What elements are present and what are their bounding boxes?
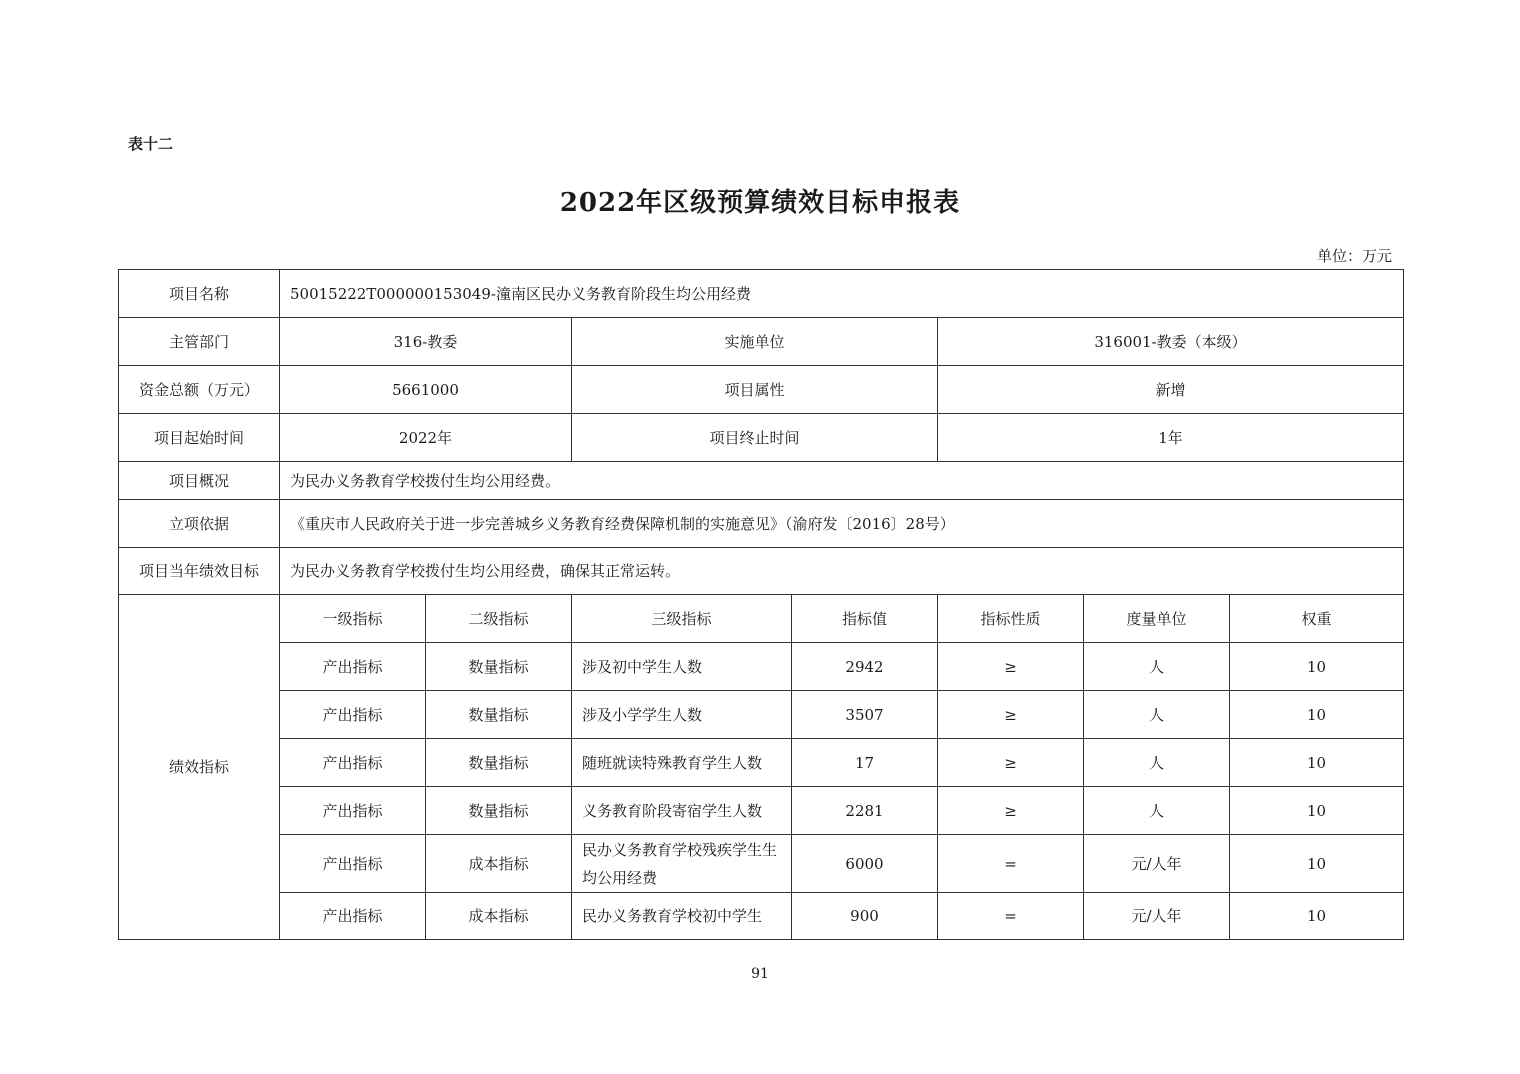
basis-label: 立项依据 [119,500,280,548]
value-cell: 2942 [792,643,938,691]
end-label: 项目终止时间 [572,414,938,462]
level2-cell: 成本指标 [426,835,572,893]
page-number: 91 [751,966,769,982]
table-number: 表十二 [128,135,174,153]
level2-cell: 数量指标 [426,739,572,787]
overview-label: 项目概况 [119,462,280,500]
level1-cell: 产出指标 [280,739,426,787]
header-level2: 二级指标 [426,595,572,643]
level2-cell: 数量指标 [426,787,572,835]
unit-label: 单位：万元 [1316,247,1392,265]
funds-label: 资金总额（万元） [119,366,280,414]
row-basis [119,500,1404,548]
unit-cell: 人 [1084,691,1230,739]
unit-cell: 元/人年 [1084,835,1230,893]
header-value: 指标值 [792,595,938,643]
weight-cell: 10 [1230,739,1404,787]
indicator-row [119,739,1404,787]
value-cell: 17 [792,739,938,787]
level1-cell: 产出指标 [280,835,426,893]
nature-cell: ≥ [938,691,1084,739]
goal-value: 为民办义务教育学校拨付生均公用经费，确保其正常运转。 [280,548,1404,595]
weight-cell: 10 [1230,643,1404,691]
impl-value: 316001-教委（本级） [938,318,1404,366]
indicator-row [119,691,1404,739]
level1-cell: 产出指标 [280,893,426,940]
level3-cell: 义务教育阶段寄宿学生人数 [572,787,792,835]
start-value: 2022年 [280,414,572,462]
value-cell: 2281 [792,787,938,835]
end-value: 1年 [938,414,1404,462]
weight-cell: 10 [1230,835,1404,893]
level2-cell: 数量指标 [426,643,572,691]
level1-cell: 产出指标 [280,643,426,691]
basis-value: 《重庆市人民政府关于进一步完善城乡义务教育经费保障机制的实施意见》（渝府发〔2016〕28号） [280,500,1404,548]
unit-cell: 人 [1084,643,1230,691]
indicator-row [119,787,1404,835]
impl-label: 实施单位 [572,318,938,366]
level3-cell: 民办义务教育学校初中学生 [572,893,792,940]
nature-cell: ≥ [938,739,1084,787]
nature-cell: ≥ [938,643,1084,691]
overview-value: 为民办义务教育学校拨付生均公用经费。 [280,462,1404,500]
weight-cell: 10 [1230,893,1404,940]
row-funds [119,366,1404,414]
row-goal [119,548,1404,595]
row-project-name [119,270,1404,318]
level3-cell: 随班就读特殊教育学生人数 [572,739,792,787]
row-overview [119,462,1404,500]
unit-cell: 人 [1084,739,1230,787]
value-cell: 900 [792,893,938,940]
header-unit: 度量单位 [1084,595,1230,643]
level1-cell: 产出指标 [280,691,426,739]
project-name-value: 50015222T000000153049-潼南区民办义务教育阶段生均公用经费 [280,270,1404,318]
header-level3: 三级指标 [572,595,792,643]
nature-cell: ≥ [938,787,1084,835]
weight-cell: 10 [1230,691,1404,739]
indicators-section-label: 绩效指标 [119,595,280,940]
level3-cell: 民办义务教育学校残疾学生生均公用经费 [572,835,792,893]
value-cell: 3507 [792,691,938,739]
start-label: 项目起始时间 [119,414,280,462]
indicator-header-row [119,595,1404,643]
dept-label: 主管部门 [119,318,280,366]
project-name-label: 项目名称 [119,270,280,318]
indicator-row [119,643,1404,691]
weight-cell: 10 [1230,787,1404,835]
level1-cell: 产出指标 [280,787,426,835]
unit-cell: 元/人年 [1084,893,1230,940]
dept-value: 316-教委 [280,318,572,366]
header-level1: 一级指标 [280,595,426,643]
attr-label: 项目属性 [572,366,938,414]
value-cell: 6000 [792,835,938,893]
attr-value: 新增 [938,366,1404,414]
row-timeframe [119,414,1404,462]
level3-cell: 涉及初中学生人数 [572,643,792,691]
performance-target-table [118,269,1404,940]
header-nature: 指标性质 [938,595,1084,643]
page-title: 2022年区级预算绩效目标申报表 [559,188,961,218]
indicator-row [119,835,1404,893]
level2-cell: 数量指标 [426,691,572,739]
level3-cell: 涉及小学学生人数 [572,691,792,739]
nature-cell: = [938,835,1084,893]
nature-cell: = [938,893,1084,940]
unit-cell: 人 [1084,787,1230,835]
indicator-row [119,893,1404,940]
level2-cell: 成本指标 [426,893,572,940]
row-department [119,318,1404,366]
goal-label: 项目当年绩效目标 [119,548,280,595]
header-weight: 权重 [1230,595,1404,643]
funds-value: 5661000 [280,366,572,414]
